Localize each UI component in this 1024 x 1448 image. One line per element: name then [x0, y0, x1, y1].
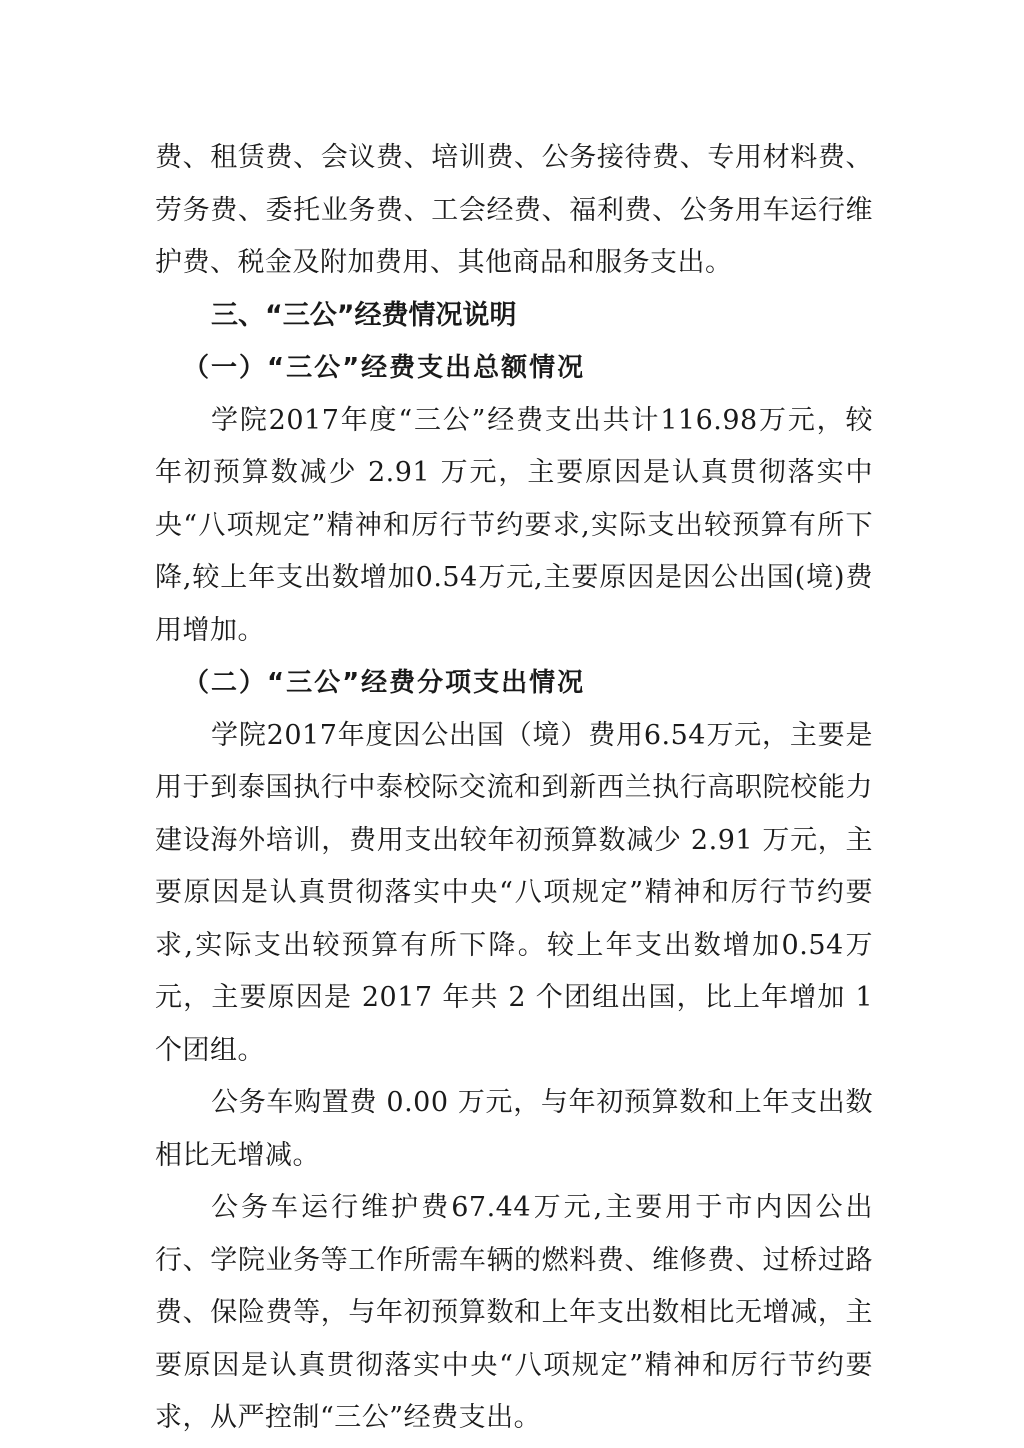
section-heading-three-public: 三、“三公”经费情况说明: [211, 299, 517, 331]
paragraph-total-expense: 学院2017年度“三公”经费支出共计116.98万元，较年初预算数减少 2.91 万元，主要原因是认真贯彻落实中央“八项规定”精神和厉行节约要求,实际支出较预算有所下降,较上年支出数增加0.54万元,主要原因是因公出国(境)费用增加。: [155, 404, 873, 646]
paragraph-vehicle-purchase: 公务车购置费 0.00 万元，与年初预算数和上年支出数相比无增减。: [155, 1087, 873, 1171]
document-body: [155, 132, 873, 1445]
subsection-heading-itemized: （二）“三公”经费分项支出情况: [183, 668, 586, 698]
paragraph-expense-list: 费、租赁费、会议费、培训费、公务接待费、专用材料费、劳务费、委托业务费、工会经费、福利费、公务用车运行维护费、税金及附加费用、其他商品和服务支出。: [155, 142, 873, 278]
subsection-heading-total: （一）“三公”经费支出总额情况: [183, 353, 586, 383]
paragraph-overseas-travel: 学院2017年度因公出国（境）费用6.54万元，主要是用于到泰国执行中泰校际交流和到新西兰执行高职院校能力建设海外培训，费用支出较年初预算数减少 2.91 万元，主要原因是认真贯彻落实中央“八项规定”精神和厉行节约要求,实际支出较预算有所下降。较上年支出数增加0.54万元，主要原因是 2017 年共 2 个团组出国，比上年增加 1 个团组。: [155, 719, 873, 1066]
paragraph-vehicle-maintenance: 公务车运行维护费67.44万元,主要用于市内因公出行、学院业务等工作所需车辆的燃料费、维修费、过桥过路费、保险费等，与年初预算数和上年支出数相比无增减，主要原因是认真贯彻落实中央“八项规定”精神和厉行节约要求，从严控制“三公”经费支出。: [155, 1192, 873, 1433]
